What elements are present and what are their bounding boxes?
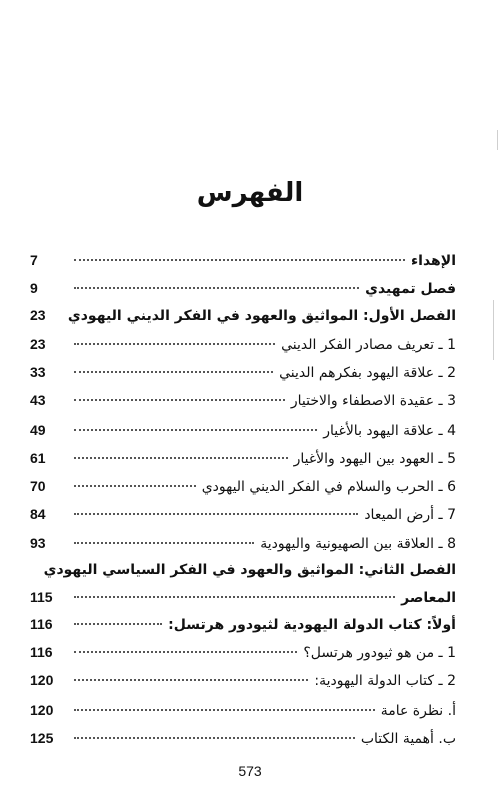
dot-leader bbox=[74, 735, 355, 739]
toc-entry-label: ب. أهمية الكتاب bbox=[360, 731, 456, 747]
toc-entry bbox=[30, 248, 456, 272]
toc-entry bbox=[30, 446, 456, 470]
toc-entry-label: فصل تمهيدي bbox=[365, 281, 456, 297]
toc-entry bbox=[30, 388, 456, 412]
toc-entry-label: 6 ـ الحرب والسلام في الفكر الديني اليهودي bbox=[201, 479, 456, 495]
toc-entry-page: 33 bbox=[30, 364, 46, 380]
toc-entry-label: الإهداء bbox=[411, 253, 456, 269]
toc-entry bbox=[30, 585, 456, 609]
dot-leader bbox=[74, 427, 317, 431]
scan-edge-mark bbox=[497, 130, 498, 150]
toc-entry-label: 2 ـ كتاب الدولة اليهودية: bbox=[314, 673, 456, 689]
toc-entry-label: 3 ـ عقيدة الاصطفاء والاختيار bbox=[290, 393, 456, 409]
toc-entry-label: 1 ـ تعريف مصادر الفكر الديني bbox=[281, 337, 456, 353]
toc-entry-label: 8 ـ العلاقة بين الصهيونية واليهودية bbox=[260, 536, 456, 552]
toc-entry-label: المعاصر bbox=[401, 590, 456, 606]
toc-entry-label: 4 ـ علاقة اليهود بالأغيار bbox=[323, 423, 456, 439]
toc-entry-page: 84 bbox=[30, 506, 46, 522]
toc-entry bbox=[30, 276, 456, 300]
toc-entry-page: 9 bbox=[30, 280, 38, 296]
page-title: الفهرس bbox=[196, 178, 304, 208]
dot-leader bbox=[74, 649, 297, 653]
toc-entry-label: 5 ـ العهود بين اليهود والأغيار bbox=[293, 451, 456, 467]
toc-entry-page: 23 bbox=[30, 336, 46, 352]
toc-entry-page: 120 bbox=[30, 672, 54, 688]
toc-entry bbox=[30, 502, 456, 526]
dot-leader bbox=[74, 707, 375, 711]
dot-leader bbox=[74, 455, 288, 459]
toc-entry-page: 70 bbox=[30, 478, 46, 494]
dot-leader bbox=[74, 285, 359, 289]
toc-entry-label: 7 ـ أرض الميعاد bbox=[364, 507, 456, 523]
dot-leader bbox=[74, 369, 273, 373]
toc-entry bbox=[30, 360, 456, 384]
toc-chapter-heading: الفصل الثاني: المواثيق والعهود في الفكر السياسي اليهودي bbox=[43, 562, 456, 578]
toc-entry-label: أ. نظرة عامة bbox=[380, 703, 456, 719]
dot-leader bbox=[74, 594, 395, 598]
toc-entry-page: 120 bbox=[30, 702, 54, 718]
dot-leader bbox=[74, 621, 162, 625]
toc-entry bbox=[30, 640, 456, 664]
toc-entry-page: 7 bbox=[30, 252, 38, 268]
dot-leader bbox=[74, 341, 275, 345]
toc-entry-label: أولاً: كتاب الدولة اليهودية لثيودور هرتسل: bbox=[168, 617, 456, 633]
dot-leader bbox=[74, 511, 358, 515]
toc-entry bbox=[30, 474, 456, 498]
toc-entry bbox=[30, 303, 456, 327]
dot-leader bbox=[74, 257, 405, 261]
toc-entry-page: 125 bbox=[30, 730, 54, 746]
page-number: 573 bbox=[238, 763, 262, 779]
toc-entry bbox=[30, 612, 456, 636]
toc-entry-page: 23 bbox=[30, 307, 46, 323]
toc-entry-label: الفصل الأول: المواثيق والعهود في الفكر الديني اليهودي bbox=[67, 308, 456, 324]
toc-entry-page: 116 bbox=[30, 616, 53, 632]
toc-entry-page: 49 bbox=[30, 422, 46, 438]
dot-leader bbox=[74, 483, 196, 487]
toc-entry bbox=[30, 418, 456, 442]
toc-entry bbox=[30, 332, 456, 356]
dot-leader bbox=[74, 677, 308, 681]
toc-entry-page: 93 bbox=[30, 535, 46, 551]
dot-leader bbox=[74, 397, 285, 401]
toc-entry bbox=[30, 531, 456, 555]
toc-entry bbox=[30, 726, 456, 750]
dot-leader bbox=[74, 540, 254, 544]
toc-entry-page: 61 bbox=[30, 450, 46, 466]
toc-entry bbox=[30, 668, 456, 692]
toc-entry-page: 43 bbox=[30, 392, 46, 408]
toc-entry-page: 115 bbox=[30, 589, 53, 605]
toc-entry bbox=[30, 698, 456, 722]
toc-entry-label: 2 ـ علاقة اليهود بفكرهم الديني bbox=[279, 365, 456, 381]
scan-edge-mark bbox=[493, 300, 494, 360]
toc-entry-label: 1 ـ من هو ثيودور هرتسل؟ bbox=[303, 645, 456, 661]
toc-entry-page: 116 bbox=[30, 644, 53, 660]
